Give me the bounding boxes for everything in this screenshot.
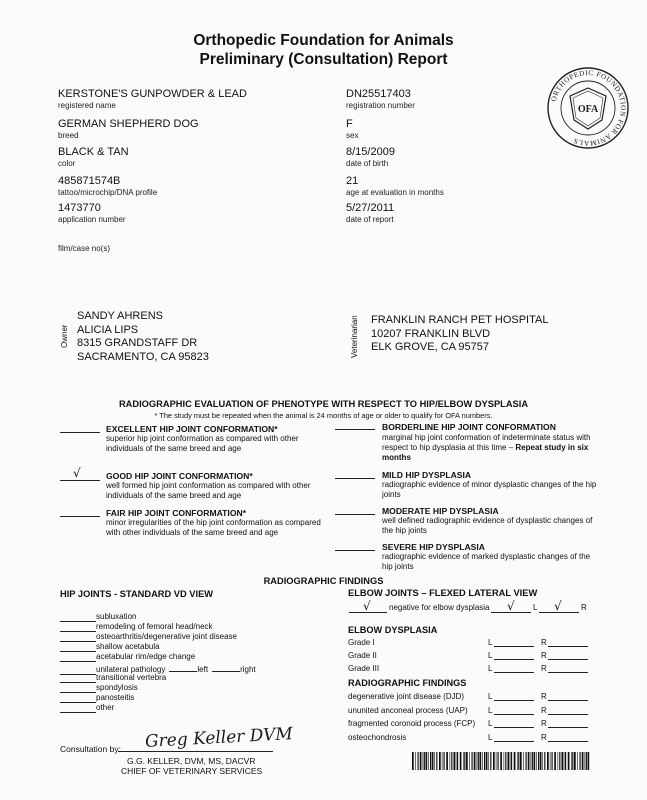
hip-finding-label: osteoarthritis/degenerative joint disease — [96, 632, 237, 642]
signature-line — [118, 751, 273, 752]
unilateral-right-blank — [212, 663, 240, 672]
report-title-line1: Orthopedic Foundation for Animals — [193, 32, 454, 49]
sex-value: F — [346, 118, 353, 130]
barcode-bar — [451, 752, 452, 770]
borderline-repeat-note: Repeat study in six — [515, 443, 589, 452]
severe-desc-2: hip joints — [382, 562, 414, 571]
hip-finding-row — [60, 693, 134, 703]
barcode-bar — [496, 752, 497, 770]
owner-address — [77, 310, 209, 364]
excellent-title: EXCELLENT HIP JOINT CONFORMATION* — [106, 424, 278, 434]
report-date-value: 5/27/2011 — [346, 202, 395, 214]
borderline-title: BORDERLINE HIP JOINT CONFORMATION — [382, 422, 556, 432]
hip-finding-blank — [60, 633, 96, 642]
findings-title: RADIOGRAPHIC FINDINGS — [263, 576, 384, 586]
borderline-desc-1: marginal hip joint conformation of indeterminate status with — [382, 433, 591, 442]
barcode-bar — [582, 752, 584, 770]
hip-finding-blank — [60, 684, 96, 693]
hip-finding-label: transitional vertebra — [96, 672, 167, 682]
barcode-bar — [436, 752, 437, 770]
elbow-finding-row-left-label: L — [488, 732, 493, 742]
elbow-grade-row-label: Grade III — [348, 664, 380, 673]
barcode-bar — [439, 752, 441, 770]
age-value: 21 — [346, 175, 359, 187]
borderline-blank — [335, 419, 375, 430]
tattoo-label: tattoo/microchip/DNA profile — [58, 188, 158, 197]
barcode-bar — [542, 752, 543, 770]
elbow-grade-row-left-label: L — [488, 638, 493, 647]
barcode-bar — [486, 752, 488, 770]
elbow-negative-label: negative for elbow dysplasia — [389, 603, 490, 612]
barcode-bar — [474, 752, 476, 770]
hip-finding-label: shallow acetabula — [96, 642, 160, 652]
unilateral-left-label: left — [197, 664, 209, 674]
barcode-bar — [478, 752, 479, 770]
elbow-finding-row-right-blank — [548, 733, 588, 742]
consultation-label: Consultation by: — [60, 744, 121, 754]
barcode-bar — [434, 752, 435, 770]
barcode-bar — [510, 752, 511, 770]
ofa-seal-icon — [546, 66, 630, 150]
barcode-bar — [511, 752, 512, 770]
owner-line: 8315 GRANDSTAFF DR — [77, 337, 198, 349]
registration-label: registration number — [346, 101, 415, 110]
elbow-grade-row-right-blank — [548, 664, 588, 673]
signature-handwriting: Greg Keller DVM — [144, 724, 294, 752]
barcode-bar — [528, 752, 530, 770]
seal-ring-text: ORTHOPEDIC FOUNDATION FOR ANIMALS — [549, 68, 628, 148]
good-title: GOOD HIP JOINT CONFORMATION* — [106, 471, 253, 481]
barcode-bar — [484, 752, 485, 770]
dob-label: date of birth — [346, 159, 389, 168]
elbow-finding-row-left-label: L — [488, 705, 493, 715]
elbow-finding-row-right-blank — [548, 692, 588, 701]
elbow-grade-row-left-blank — [494, 638, 534, 647]
elbow-finding-row — [348, 719, 598, 729]
borderline-desc-2a: respect to hip dysplasia at this time – — [382, 443, 516, 452]
good-mark: √ — [73, 466, 81, 480]
barcode-bar — [574, 752, 576, 770]
hip-finding-row — [60, 673, 166, 683]
barcode-bar — [412, 752, 414, 770]
elbow-left-mark: √ — [507, 599, 515, 613]
barcode-bar — [554, 752, 556, 770]
color-value: BLACK & TAN — [58, 146, 129, 158]
barcode-bar — [430, 752, 431, 770]
moderate-blank — [335, 504, 375, 515]
barcode-bar — [500, 752, 502, 770]
barcode-bar — [466, 752, 468, 770]
hip-finding-row — [60, 683, 138, 693]
elbow-joints-title: ELBOW JOINTS – FLEXED LATERAL VIEW — [348, 588, 538, 598]
hip-finding-row — [60, 612, 136, 622]
barcode-bar — [424, 752, 425, 770]
elbow-grade-row — [348, 664, 598, 674]
barcode-bar — [550, 752, 551, 770]
barcode-bar — [480, 752, 482, 770]
barcode-bar — [415, 752, 416, 770]
elbow-finding-row-left-blank — [494, 706, 534, 715]
hip-finding-blank — [60, 674, 96, 683]
elbow-grade-row-left-blank — [494, 651, 534, 660]
barcode-bar — [420, 752, 422, 770]
vet-vertical-label: Veterinarian — [350, 315, 359, 358]
barcode-bar — [564, 752, 565, 770]
barcode-bar — [446, 752, 448, 770]
elbow-negative-mark: √ — [363, 599, 371, 613]
elbow-dysplasia-title: ELBOW DYSPLASIA — [348, 625, 438, 635]
barcode-bar — [552, 752, 553, 770]
hip-finding-row — [60, 632, 237, 642]
consultant-role: CHIEF OF VETERINARY SERVICES — [121, 766, 263, 776]
elbow-finding-row-right-blank — [548, 706, 588, 715]
application-value: 1473770 — [58, 202, 101, 214]
evaluation-title: RADIOGRAPHIC EVALUATION OF PHENOTYPE WITH RESPECT TO HIP/ELBOW DYSPLASIA — [118, 399, 529, 409]
barcode-bar — [432, 752, 434, 770]
barcode-bar — [517, 752, 518, 770]
elbow-finding-row-right-label: R — [541, 732, 547, 742]
barcode-bar — [418, 752, 419, 770]
age-label: age at evaluation in months — [346, 188, 444, 197]
barcode-bar — [520, 752, 522, 770]
barcode-bar — [547, 752, 549, 770]
excellent-blank — [60, 422, 100, 433]
elbow-finding-row — [348, 733, 598, 743]
mild-desc-2: joints — [382, 490, 401, 499]
elbow-grade-row-right-label: R — [541, 651, 547, 660]
elbow-negative-row — [349, 601, 609, 613]
barcode-bar — [428, 752, 429, 770]
elbow-right-label: R — [581, 603, 587, 612]
hip-finding-label: other — [96, 702, 115, 712]
barcode-bar — [505, 752, 506, 770]
hip-finding-row — [60, 652, 195, 662]
barcode-bar — [526, 752, 527, 770]
elbow-grade-row-right-blank — [548, 651, 588, 660]
hip-finding-row — [60, 642, 160, 652]
elbow-finding-row-right-label: R — [541, 705, 547, 715]
barcode-bar — [565, 752, 566, 770]
application-label: application number — [58, 215, 126, 224]
barcode-bar — [532, 752, 533, 770]
severe-blank — [335, 540, 375, 551]
barcode-bar — [472, 752, 473, 770]
elbow-finding-row — [348, 692, 598, 702]
mild-blank — [335, 468, 375, 479]
barcode-bar — [490, 752, 491, 770]
elbow-grade-row — [348, 651, 598, 661]
seal-center-text: OFA — [577, 104, 599, 115]
vet-line: 10207 FRANKLIN BLVD — [371, 327, 491, 340]
barcode-bar — [514, 752, 516, 770]
barcode-bar — [454, 752, 456, 770]
mild-title: MILD HIP DYSPLASIA — [382, 470, 472, 480]
report-date-label: date of report — [346, 215, 394, 224]
fair-blank — [60, 506, 100, 517]
barcode-bar — [504, 752, 505, 770]
hip-finding-label: subluxation — [96, 612, 137, 621]
hip-finding-blank — [60, 613, 96, 622]
moderate-desc-1: well defined radiographic evidence of dysplastic changes of — [382, 516, 593, 525]
barcode-bar — [518, 752, 519, 770]
barcode-bar — [464, 752, 465, 770]
owner-vertical-label: Owner — [60, 324, 69, 348]
barcode-bar — [586, 752, 587, 770]
elbow-finding-row-left-blank — [494, 719, 534, 728]
tattoo-value: 485871574B — [58, 175, 121, 187]
elbow-right-mark: √ — [554, 599, 562, 613]
barcode-bar — [558, 752, 559, 770]
elbow-finding-row-left-blank — [494, 733, 534, 742]
hip-finding-row — [60, 622, 213, 632]
barcode-bar — [423, 752, 424, 770]
barcode-bar — [508, 752, 510, 770]
elbow-grade-row-left-label: L — [488, 664, 493, 673]
owner-line: ALICIA LIPS — [77, 323, 139, 336]
mild-desc-1: radiographic evidence of minor dysplastic changes of the hip — [382, 480, 597, 489]
borderline-desc-2 — [382, 443, 588, 453]
barcode-bar — [588, 752, 590, 770]
borderline-desc-3: months — [382, 453, 411, 462]
barcode-bar — [534, 752, 536, 770]
hip-finding-blank — [60, 623, 96, 632]
elbow-grade-row-right-label: R — [541, 664, 547, 673]
elbow-grade-row-left-blank — [494, 664, 534, 673]
hip-finding-label: panosteitis — [96, 692, 135, 702]
barcode-bar — [460, 752, 462, 770]
color-label: color — [58, 159, 76, 168]
hip-finding-blank — [60, 694, 96, 703]
moderate-desc-2: the hip joints — [382, 526, 427, 535]
barcode-bar — [571, 752, 572, 770]
hip-finding-label: remodeling of femoral head/neck — [96, 622, 213, 632]
elbow-finding-row-left-label: L — [488, 692, 493, 701]
registered-name-label: registered name — [58, 101, 116, 110]
unilateral-left-blank — [169, 663, 197, 672]
report-title-line2: Preliminary (Consultation) Report — [199, 51, 448, 68]
elbow-findings-title: RADIOGRAPHIC FINDINGS — [348, 678, 467, 688]
barcode-bar — [562, 752, 564, 770]
consultant-name: G.G. KELLER, DVM, MS, DACVR — [127, 756, 256, 766]
elbow-finding-row-right-label: R — [541, 692, 547, 701]
barcode-bar — [493, 752, 495, 770]
elbow-grade-row — [348, 638, 598, 648]
barcode-bar — [580, 752, 581, 770]
hip-finding-blank — [60, 643, 96, 652]
hip-finding-row — [60, 703, 114, 713]
elbow-finding-row-label: degenerative joint disease (DJD) — [348, 692, 465, 701]
barcode-bar — [426, 752, 428, 770]
barcode-bar — [585, 752, 586, 770]
elbow-finding-row-right-label: R — [541, 719, 547, 728]
severe-title: SEVERE HIP DYSPLASIA — [382, 542, 485, 552]
elbow-finding-row-right-blank — [548, 719, 588, 728]
owner-line: SACRAMENTO, CA 95823 — [77, 350, 209, 363]
elbow-finding-row-left-blank — [494, 692, 534, 701]
barcode-bar — [482, 752, 483, 770]
fair-title: FAIR HIP JOINT CONFORMATION* — [106, 508, 247, 518]
barcode-bar — [568, 752, 570, 770]
dob-value: 8/15/2009 — [346, 146, 395, 158]
elbow-finding-row — [348, 706, 598, 716]
owner-line: SANDY AHRENS — [77, 310, 163, 322]
evaluation-note: * The study must be repeated when the animal is 24 months of age or older to qualify for OFA numbers. — [154, 411, 493, 420]
fair-desc-2: with other individuals of the same breed and age — [106, 528, 279, 537]
barcode-bar — [456, 752, 457, 770]
breed-label: breed — [58, 131, 79, 140]
barcode-bar — [498, 752, 499, 770]
excellent-desc-2: individuals of the same breed and age — [106, 444, 242, 453]
barcode-bar — [531, 752, 532, 770]
elbow-finding-row-left-label: L — [488, 719, 493, 728]
hip-joints-title: HIP JOINTS - STANDARD VD VIEW — [60, 589, 214, 599]
barcode-bar — [444, 752, 445, 770]
hip-finding-label: spondylosis — [96, 682, 138, 692]
good-desc-2: individuals of the same breed and age — [106, 491, 242, 500]
elbow-finding-row-label: ununited anconeal process (UAP) — [348, 705, 468, 715]
severe-desc-1: radiographic evidence of marked dysplastic changes of the — [382, 552, 591, 561]
elbow-finding-row-label: fragmented coronoid process (FCP) — [348, 719, 476, 728]
barcode-bar — [540, 752, 542, 770]
barcode-bar — [559, 752, 560, 770]
unilateral-right-label: right — [240, 664, 256, 674]
barcode-bar — [469, 752, 470, 770]
fair-desc-1: minor irregularities of the hip joint conformation as compared — [106, 518, 321, 527]
vet-line: FRANKLIN RANCH PET HOSPITAL — [371, 314, 549, 326]
moderate-title: MODERATE HIP DYSPLASIA — [382, 506, 499, 516]
vet-address — [371, 314, 548, 355]
good-desc-1: well formed hip joint conformation as compared with other — [106, 481, 311, 490]
barcode-bar — [536, 752, 537, 770]
barcode-bar — [450, 752, 451, 770]
barcode-bar — [463, 752, 464, 770]
sex-label: sex — [346, 131, 359, 140]
excellent-desc-1: superior hip joint conformation as compared with other — [106, 434, 299, 443]
elbow-grade-row-label: Grade II — [348, 651, 377, 660]
hip-finding-label: acetabular rim/edge change — [96, 652, 196, 662]
breed-value: GERMAN SHEPHERD DOG — [58, 118, 199, 130]
vet-line: ELK GROVE, CA 95757 — [371, 341, 490, 353]
barcode-bar — [538, 752, 539, 770]
elbow-grade-row-label: Grade I — [348, 638, 375, 647]
barcode-bar — [572, 752, 573, 770]
barcode-bar — [523, 752, 524, 770]
barcode-bar — [488, 752, 489, 770]
registered-name-value: KERSTONE'S GUNPOWDER & LEAD — [58, 88, 247, 100]
barcode-bar — [457, 752, 458, 770]
film-label: film/case no(s) — [58, 244, 111, 253]
hip-finding-label: unilateral pathology — [96, 664, 166, 674]
barcode — [412, 752, 590, 770]
elbow-grade-row-right-label: R — [541, 638, 547, 647]
barcode-bar — [544, 752, 545, 770]
barcode-bar — [477, 752, 478, 770]
elbow-finding-row-label: osteochondrosis — [348, 732, 407, 742]
elbow-grade-row-right-blank — [548, 638, 588, 647]
hip-finding-blank — [60, 704, 96, 713]
hip-finding-blank — [60, 653, 96, 662]
barcode-bar — [442, 752, 443, 770]
elbow-left-label: L — [533, 603, 538, 612]
barcode-bar — [577, 752, 578, 770]
elbow-grade-row-left-label: L — [488, 651, 493, 660]
registration-value: DN25517403 — [346, 88, 411, 100]
